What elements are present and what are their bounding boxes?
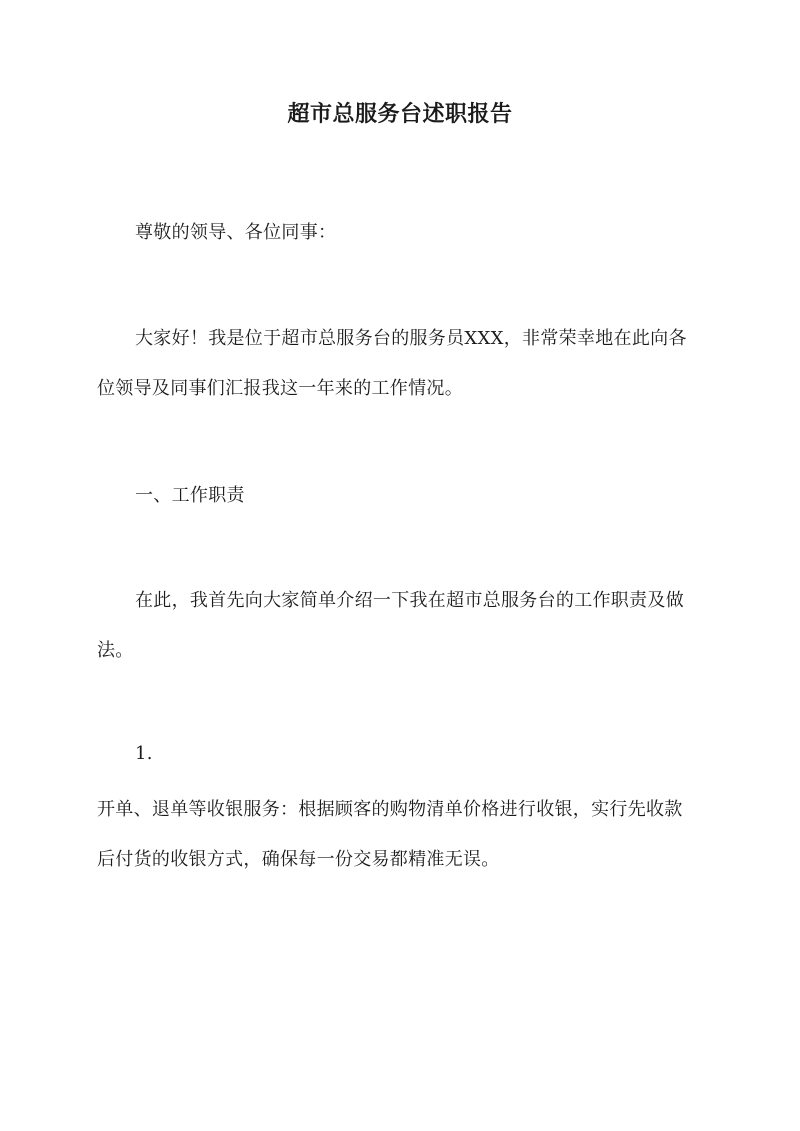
salutation: 尊敬的领导、各位同事： <box>135 222 337 243</box>
section-heading: 一、工作职责 <box>135 485 245 506</box>
item-line-2: 后付货的收银方式，确保每一份交易都精准无误。 <box>97 849 500 870</box>
section-intro-line-1: 在此，我首先向大家简单介绍一下我在超市总服务台的工作职责及做 <box>135 590 684 611</box>
intro-line-1: 大家好！我是位于超市总服务台的服务员XXX，非常荣幸地在此向各 <box>135 328 687 349</box>
document-title: 超市总服务台述职报告 <box>287 101 513 127</box>
item-line-1: 开单、退单等收银服务：根据顾客的购物清单价格进行收银，实行先收款 <box>97 799 683 820</box>
intro-line-2: 位领导及同事们汇报我这一年来的工作情况。 <box>97 378 463 399</box>
item-number: 1. <box>135 743 153 764</box>
section-intro-line-2: 法。 <box>97 640 134 661</box>
